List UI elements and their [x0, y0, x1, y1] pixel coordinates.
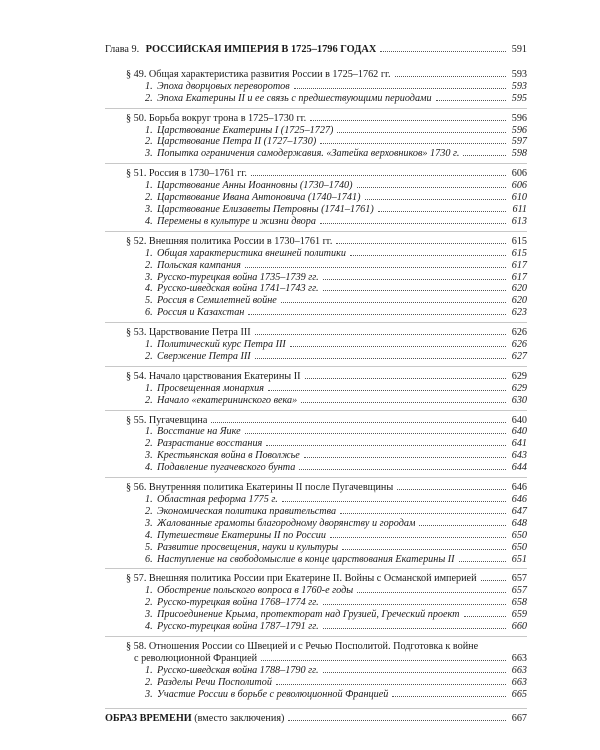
- subsection-line: [105, 597, 527, 609]
- section-58: [105, 636, 527, 702]
- subsection-number: 3.: [145, 271, 153, 283]
- subsection-title: Царствование Анны Иоанновны (1730–1740): [157, 180, 353, 192]
- leader-dots: [266, 444, 506, 446]
- subsection-number: 2.: [145, 438, 153, 450]
- leader-dots: [299, 468, 506, 470]
- page-number: 647: [511, 505, 527, 517]
- subsection-title: Русско-шведская война 1741–1743 гг.: [157, 283, 319, 295]
- subsection-number: 1.: [145, 585, 153, 597]
- leader-dots: [481, 579, 506, 581]
- leader-dots: [245, 266, 506, 268]
- subsection-title: Царствование Ивана Антоновича (1740–1741): [157, 192, 361, 204]
- subsection-line: [105, 383, 527, 395]
- subsection-title: Польская кампания: [157, 259, 241, 271]
- subsection-number: 3.: [145, 203, 153, 215]
- subsection-title: Восстание на Яике: [157, 426, 241, 438]
- subsection-line: [105, 542, 527, 554]
- subsection-title: Русско-турецкая война 1768–1774 гг.: [157, 597, 319, 609]
- subsection-title: Свержение Петра III: [157, 350, 251, 362]
- page-number: 626: [511, 327, 527, 339]
- page-number: 644: [511, 462, 527, 474]
- page-number: 657: [511, 573, 527, 585]
- subsection-line: [105, 339, 527, 351]
- section-block: [105, 108, 527, 162]
- subsection-number: 1.: [145, 124, 153, 136]
- leader-dots: [245, 432, 506, 434]
- subsection-line: [105, 180, 527, 192]
- leader-dots: [463, 154, 506, 156]
- section-block: [105, 65, 527, 106]
- subsection-title: Обострение польского вопроса в 1760-е годы: [157, 585, 354, 597]
- subsection-number: 1.: [145, 339, 153, 351]
- page-number: 606: [511, 168, 527, 180]
- subsection-title: Россия в Семилетней войне: [157, 295, 277, 307]
- subsection-line: [105, 395, 527, 407]
- subsection-line: [105, 204, 527, 216]
- leader-dots: [340, 512, 506, 514]
- section-title: § 57. Внешняя политика России при Екатерине II. Войны с Османской империей: [126, 573, 477, 585]
- subsection-line: [105, 609, 527, 621]
- subsection-line: [105, 295, 527, 307]
- section-title: § 50. Борьба вокруг трона в 1725–1730 гг.: [126, 112, 307, 124]
- subsection-line: [105, 530, 527, 542]
- leader-dots: [336, 242, 506, 244]
- subsection-title: Попытка ограничения самодержавия. «Затейка верховников» 1730 г.: [157, 148, 460, 160]
- subsection-title: Подавление пугачевского бунта: [157, 462, 296, 474]
- section-title-line: [105, 236, 527, 248]
- leader-dots: [380, 50, 506, 52]
- section-title-line: [105, 113, 527, 125]
- page-number: 659: [511, 609, 527, 621]
- section-block: [105, 322, 527, 364]
- subsection-number: 1.: [145, 247, 153, 259]
- subsection-title: Русско-турецкая война 1735–1739 гг.: [157, 271, 319, 283]
- page-number: 630: [511, 394, 527, 406]
- subsection-line: [105, 283, 527, 295]
- section-title-line: [105, 573, 527, 585]
- page-number: 606: [511, 180, 527, 192]
- subsection-title: Русско-турецкая война 1787–1791 гг.: [157, 621, 319, 633]
- subsection-number: 3.: [145, 517, 153, 529]
- leader-dots: [282, 500, 506, 502]
- subsection-title: Путешествие Екатерины II по России: [157, 529, 326, 541]
- subsection-line: [105, 148, 527, 160]
- subsection-number: 4.: [145, 529, 153, 541]
- subsection-line: [105, 585, 527, 597]
- section-title: § 53. Царствование Петра III: [126, 327, 251, 339]
- leader-dots: [464, 615, 506, 617]
- leader-dots: [320, 222, 506, 224]
- subsection-line: [105, 621, 527, 633]
- page-number: 617: [511, 259, 527, 271]
- section-title: § 51. Россия в 1730–1761 гг.: [126, 168, 247, 180]
- subsection-number: 4.: [145, 283, 153, 295]
- page-number: 641: [511, 438, 527, 450]
- leader-dots: [365, 198, 507, 200]
- subsection-title: Политический курс Петра III: [157, 339, 286, 351]
- section-title-line: [105, 415, 527, 427]
- leader-dots: [290, 345, 506, 347]
- subsection-title: Начало «екатерининского века»: [157, 394, 298, 406]
- page-number: 595: [511, 92, 527, 104]
- subsection-number: 2.: [145, 597, 153, 609]
- page-number: 615: [511, 235, 527, 247]
- subsection-number: 4.: [145, 215, 153, 227]
- leader-dots: [419, 524, 506, 526]
- leader-dots: [305, 377, 507, 379]
- leader-dots: [288, 719, 506, 721]
- leader-dots: [459, 560, 506, 562]
- subsection-number: 2.: [145, 394, 153, 406]
- subsection-title: Жалованные грамоты благородному дворянству и городам: [157, 517, 416, 529]
- leader-dots: [255, 357, 506, 359]
- section-block: [105, 477, 527, 566]
- subsection-line: [105, 518, 527, 530]
- page-number: 627: [511, 350, 527, 362]
- leader-dots: [357, 591, 506, 593]
- page-number: 646: [511, 482, 527, 494]
- subsection-line: [105, 506, 527, 518]
- subsection-number: 1.: [145, 382, 153, 394]
- section-title-line: [105, 327, 527, 339]
- page-number: 650: [511, 529, 527, 541]
- section-title: § 52. Внешняя политика России в 1730–1761 гг.: [126, 235, 333, 247]
- section-block: [105, 231, 527, 320]
- subsection-number: 2.: [145, 259, 153, 271]
- subsection-title: Царствование Екатерины I (1725–1727): [157, 124, 334, 136]
- final-entry: [105, 708, 527, 725]
- subsection-line: [105, 494, 527, 506]
- page-number: 629: [511, 382, 527, 394]
- section-title: § 54. Начало царствования Екатерины II: [126, 370, 301, 382]
- leader-dots: [301, 401, 506, 403]
- leader-dots: [357, 186, 506, 188]
- subsection-line: [105, 307, 527, 319]
- page-number: 593: [511, 68, 527, 80]
- subsection-line: 3. Участие России в борьбе с революционной Францией 665: [145, 688, 527, 700]
- page-number: 611: [512, 203, 527, 215]
- subsection-number: 2.: [145, 136, 153, 148]
- final-suffix: (вместо заключения): [194, 712, 285, 724]
- subsection-line: [105, 462, 527, 474]
- subsection-number: 1.: [145, 80, 153, 92]
- subsection-number: 4.: [145, 621, 153, 633]
- page-number: 667: [511, 712, 527, 724]
- page-number: 623: [511, 307, 527, 319]
- page-number: 598: [511, 148, 527, 160]
- page-number: 626: [511, 339, 527, 351]
- subsection-number: 2.: [145, 505, 153, 517]
- final-title: ОБРАЗ ВРЕМЕНИ: [105, 712, 192, 724]
- subsection-line: [105, 125, 527, 137]
- leader-dots: [294, 87, 506, 89]
- subsection-title: Эпоха дворцовых переворотов: [157, 80, 290, 92]
- subsection-line: [105, 554, 527, 566]
- page-number: 658: [511, 597, 527, 609]
- subsection-number: 5.: [145, 541, 153, 553]
- subsection-line: [105, 438, 527, 450]
- sections-list: [105, 65, 527, 634]
- subsection-line: [105, 450, 527, 462]
- subsection-number: 3.: [145, 148, 153, 160]
- page-number: 663: [511, 652, 527, 664]
- subsection-number: 5.: [145, 295, 153, 307]
- leader-dots: [323, 603, 506, 605]
- leader-dots: [378, 210, 506, 212]
- section-block: [105, 568, 527, 634]
- subsection-title: Общая характеристика внешней политики: [157, 247, 346, 259]
- section-block: [105, 410, 527, 476]
- table-of-contents: [105, 44, 527, 724]
- subsection-number: 1.: [145, 426, 153, 438]
- page-number: 613: [511, 215, 527, 227]
- subsection-line: [105, 272, 527, 284]
- subsection-number: 1.: [145, 494, 153, 505]
- page-number: 646: [511, 494, 527, 505]
- subsection-number: 2.: [145, 350, 153, 362]
- page-number: 660: [511, 621, 527, 633]
- leader-dots: [323, 289, 506, 291]
- subsection-line: [105, 426, 527, 438]
- section-title-line: § 58. Отношения России со Швецией и с Речью Посполитой. Подготовка к войне: [126, 640, 479, 652]
- page-number: 615: [511, 247, 527, 259]
- subsection-title: Наступление на свободомыслие в конце царствования Екатерины II: [157, 553, 455, 565]
- leader-dots: [395, 75, 506, 77]
- leader-dots: [436, 99, 506, 101]
- page-number: 657: [511, 585, 527, 597]
- page-number: 620: [511, 295, 527, 307]
- subsection-line: [105, 81, 527, 93]
- page-number: 596: [511, 124, 527, 136]
- subsection-title: Эпоха Екатерины II и ее связь с предшествующими периодами: [157, 92, 432, 104]
- leader-dots: [342, 548, 506, 550]
- subsection-line: [105, 351, 527, 363]
- section-title-line: с революционной Францией 663: [134, 652, 527, 664]
- section-title: § 49. Общая характеристика развития России в 1725–1762 гг.: [126, 68, 391, 80]
- subsection-title: Развитие просвещения, науки и культуры: [157, 541, 339, 553]
- subsection-line: [105, 248, 527, 260]
- subsection-number: 3.: [145, 609, 153, 621]
- chapter-title: РОССИЙСКАЯ ИМПЕРИЯ В 1725–1796 ГОДАХ: [145, 44, 377, 55]
- subsection-line: [105, 93, 527, 105]
- subsection-line: [105, 136, 527, 148]
- subsection-title: Царствование Петра II (1727–1730): [157, 136, 317, 148]
- section-block: [105, 163, 527, 229]
- leader-dots: [337, 131, 506, 133]
- page-number: 650: [511, 541, 527, 553]
- page-number: 629: [511, 370, 527, 382]
- subsection-title: Крестьянская война в Поволжье: [157, 450, 300, 462]
- subsection-number: 3.: [145, 450, 153, 462]
- leader-dots: [268, 389, 506, 391]
- leader-dots: [320, 142, 506, 144]
- subsection-number: 2.: [145, 192, 153, 204]
- subsection-title: Экономическая политика правительства: [157, 505, 337, 517]
- page-number: 591: [511, 44, 527, 55]
- subsection-line: [105, 260, 527, 272]
- subsection-number: 6.: [145, 307, 153, 319]
- page-number: 640: [511, 414, 527, 426]
- leader-dots: [261, 659, 506, 661]
- subsection-number: 6.: [145, 553, 153, 565]
- subsection-title: Областная реформа 1775 г.: [157, 494, 278, 505]
- leader-dots: [211, 421, 506, 423]
- leader-dots: [304, 456, 506, 458]
- page-number: 643: [511, 450, 527, 462]
- section-block: [105, 366, 527, 408]
- page-number: 593: [511, 80, 527, 92]
- page-number: 617: [511, 271, 527, 283]
- subsection-line: 2. Разделы Речи Посполитой 663: [145, 676, 527, 688]
- section-title-line: [105, 69, 527, 81]
- chapter-heading: [105, 44, 527, 56]
- leader-dots: [323, 627, 506, 629]
- leader-dots: [248, 313, 506, 315]
- leader-dots: [255, 333, 506, 335]
- page-number: 597: [511, 136, 527, 148]
- leader-dots: [330, 536, 506, 538]
- chapter-label: Глава 9.: [105, 44, 140, 55]
- leader-dots: [310, 119, 506, 121]
- subsection-line: 1. Русско-шведская война 1788–1790 гг. 663: [145, 664, 527, 676]
- leader-dots: [281, 301, 506, 303]
- subsection-number: 1.: [145, 180, 153, 192]
- section-title-line: [105, 371, 527, 383]
- subsection-title: Просвещенная монархия: [157, 382, 264, 394]
- leader-dots: [350, 254, 506, 256]
- subsection-title: Россия и Казахстан: [157, 307, 245, 319]
- page-number: 640: [511, 426, 527, 438]
- subsection-title: Перемены в культуре и жизни двора: [157, 215, 316, 227]
- leader-dots: [251, 174, 506, 176]
- section-title-line: [105, 168, 527, 180]
- page-number: 651: [511, 553, 527, 565]
- subsection-title: Разрастание восстания: [157, 438, 263, 450]
- section-title: § 55. Пугачевщина: [126, 414, 208, 426]
- subsection-number: 2.: [145, 92, 153, 104]
- page-number: 596: [511, 112, 527, 124]
- page-number: 620: [511, 283, 527, 295]
- subsection-number: 4.: [145, 462, 153, 474]
- leader-dots: [397, 488, 506, 490]
- page-number: 610: [511, 192, 527, 204]
- subsection-line: [105, 216, 527, 228]
- subsection-line: [105, 192, 527, 204]
- subsection-title: Царствование Елизаветы Петровны (1741–1761): [157, 203, 374, 215]
- page-number: 648: [511, 517, 527, 529]
- subsection-title: Присоединение Крыма, протекторат над Грузией, Греческий проект: [157, 609, 460, 621]
- section-title: § 56. Внутренняя политика Екатерины II после Пугачевщины: [126, 482, 394, 494]
- leader-dots: [323, 278, 506, 280]
- section-title-line: [105, 482, 527, 494]
